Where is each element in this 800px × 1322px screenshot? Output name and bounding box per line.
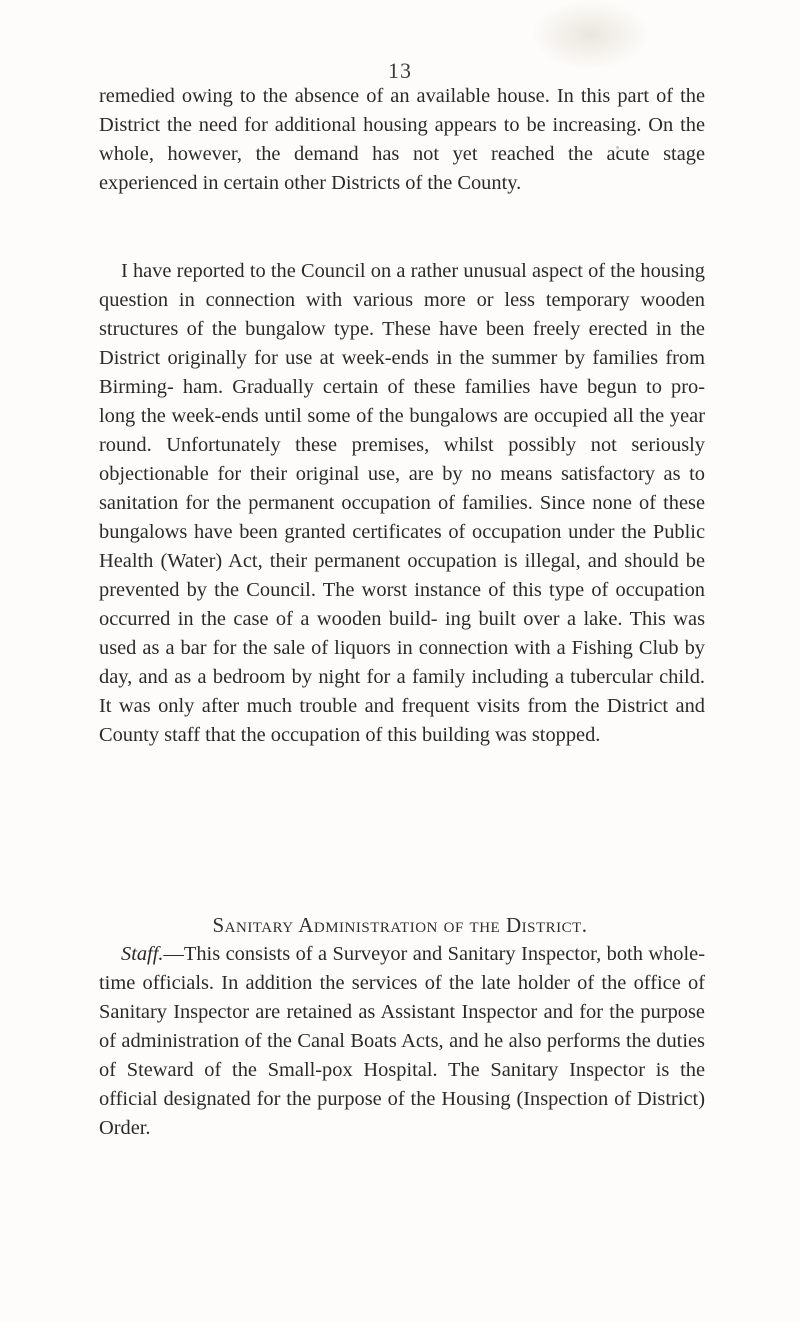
section-heading: Sanitary Administration of the District. bbox=[212, 913, 588, 937]
paragraph-continued bbox=[99, 82, 705, 198]
paragraph-3-text bbox=[99, 940, 705, 1143]
paragraph-staff bbox=[99, 940, 705, 1143]
staff-lead: Staff. bbox=[121, 943, 164, 965]
paragraph-2-text: I have reported to the Council on a rather unusual aspect of the housing question in connection with various more or less temporary wooden structures of the bungalow type. These have been freely erected in the District originally for use at week-ends in the summer by families from Birming- ham. Gradually certain of these families have begun to pro- long the week-ends until some of the bungalows are occupied all the year round. Unfortunately these premises, whilst possibly not seriously objectionable for their original use, are by no means satisfactory as to sanitation for the permanent occupation of families. Since none of these bungalows have been granted certificates of occupation under the Public Health (Water) Act, their permanent occupation is illegal, and should be prevented by the Council. The worst instance of this type of occupation occurred in the case of a wooden build- ing built over a lake. This was used as a bar for the sale of liquors in connection with a Fishing Club by day, and as a bedroom by night for a family including a tubercular child. It was only after much trouble and frequent visits from the District and County staff that the occupation of this building was stopped. bbox=[99, 260, 705, 746]
page-number: 13 bbox=[388, 58, 412, 83]
staff-body: —This consists of a Surveyor and Sanitary Inspector, both whole-time officials. In addition the services of the late holder of the office of Sanitary Inspector are retained as Assistant Inspector and for the purpose of administration of the Canal Boats Acts, and he also performs the duties of Steward of the Small-pox Hospital. The Sanitary Inspector is the official designated for the purpose of the Housing (Inspection of District) Order. bbox=[99, 943, 705, 1139]
paragraph-1-text: remedied owing to the absence of an available house. In this part of the District the need for additional housing appears to be increasing. On the whole, however, the demand has not yet reached the acute stage experienced in certain other Districts of the County. bbox=[99, 85, 705, 194]
paragraph-bungalows bbox=[99, 257, 705, 750]
